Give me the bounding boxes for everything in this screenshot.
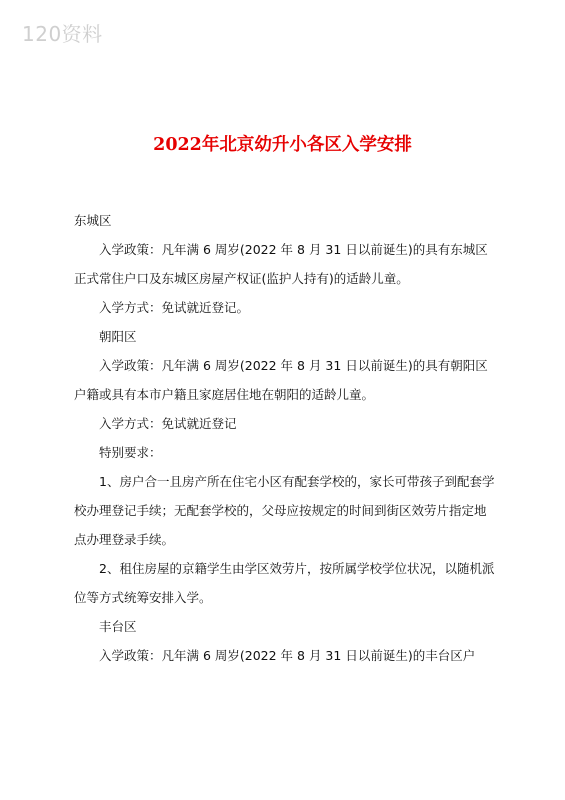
paragraph-6: 入学方式：免试就近登记	[99, 416, 237, 431]
paragraph-7: 特别要求：	[99, 445, 162, 460]
paragraph-5: 入学政策：凡年满 6 周岁(2022 年 8 月 31 日以前诞生)的具有朝阳区户籍或具有本市户籍且家庭居住地在朝阳的适龄儿童。	[74, 358, 488, 402]
paragraph-9: 2、租住房屋的京籍学生由学区效劳片，按所属学校学位状况，以随机派位等方式统筹安排入学。	[74, 561, 495, 605]
paragraph-2: 入学政策：凡年满 6 周岁(2022 年 8 月 31 日以前诞生)的具有东城区正式常住户口及东城区房屋产权证(监护人持有)的适龄儿童。	[74, 242, 488, 286]
paragraph-11: 入学政策：凡年满 6 周岁(2022 年 8 月 31 日以前诞生)的丰台区户	[99, 648, 476, 663]
paragraph-1: 东城区	[74, 213, 112, 228]
paragraph-8: 1、房户合一且房产所在住宅小区有配套学校的，家长可带孩子到配套学校办理登记手续；无配套学校的，父母应按规定的时间到街区效劳片指定地点办理登录手续。	[74, 474, 495, 547]
paragraph-4: 朝阳区	[99, 329, 137, 344]
document-body	[74, 206, 496, 670]
paragraph-10: 丰台区	[99, 619, 137, 634]
paragraph-3: 入学方式：免试就近登记。	[99, 300, 250, 315]
watermark: 120资料	[22, 22, 103, 46]
document-title: 2022年北京幼升小各区入学安排	[153, 135, 412, 155]
